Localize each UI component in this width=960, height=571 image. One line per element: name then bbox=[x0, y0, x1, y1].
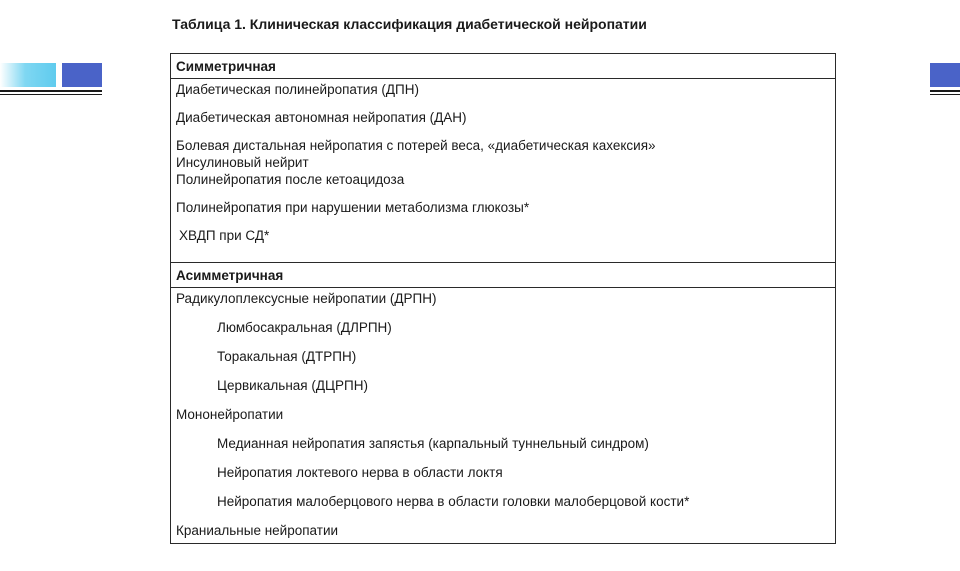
table-row: Нейропатия малоберцового нерва в области головки малоберцовой кости* bbox=[217, 494, 690, 509]
section-body-symmetric bbox=[171, 79, 835, 263]
table-row: Полинейропатия после кетоацидоза bbox=[176, 172, 405, 187]
table-row: Цервикальная (ДЦРПН) bbox=[217, 378, 368, 393]
slide-decoration-right bbox=[930, 63, 960, 95]
blue-square bbox=[930, 63, 960, 87]
table-row: Радикулоплексусные нейропатии (ДРПН) bbox=[176, 291, 437, 306]
table-row: Полинейропатия при нарушении метаболизма глюкозы* bbox=[176, 200, 530, 215]
blue-square bbox=[62, 63, 102, 87]
table-row: Диабетическая автономная нейропатия (ДАН) bbox=[176, 110, 467, 125]
cyan-bar bbox=[0, 63, 56, 87]
table-row: ХВДП при СД* bbox=[179, 228, 270, 243]
table-row: Мононейропатии bbox=[176, 407, 284, 422]
table-row: Болевая дистальная нейропатия с потерей веса, «диабетическая кахексия» bbox=[176, 138, 656, 153]
table-row: Диабетическая полинейропатия (ДПН) bbox=[176, 82, 419, 97]
table-row: Краниальные нейропатии bbox=[176, 523, 339, 538]
slide-decoration-left bbox=[0, 63, 110, 95]
table-row: Нейропатия локтевого нерва в области локтя bbox=[217, 465, 503, 480]
table-title: Таблица 1. Клиническая классификация диабетической нейропатии bbox=[172, 16, 647, 32]
section-body-asymmetric bbox=[171, 288, 835, 543]
section-header-symmetric: Симметричная bbox=[171, 54, 835, 79]
table-row: Люмбосакральная (ДЛРПН) bbox=[217, 320, 392, 335]
rule-line bbox=[0, 90, 102, 92]
table-row: Медианная нейропатия запястья (карпальный туннельный синдром) bbox=[217, 436, 649, 451]
section-header-asymmetric: Асимметричная bbox=[171, 263, 835, 288]
rule-line bbox=[0, 94, 102, 95]
rule-line bbox=[930, 94, 960, 95]
classification-table bbox=[170, 53, 836, 544]
table-row: Инсулиновый нейрит bbox=[176, 155, 309, 170]
rule-line bbox=[930, 90, 960, 92]
table-row: Торакальная (ДТРПН) bbox=[217, 349, 357, 364]
